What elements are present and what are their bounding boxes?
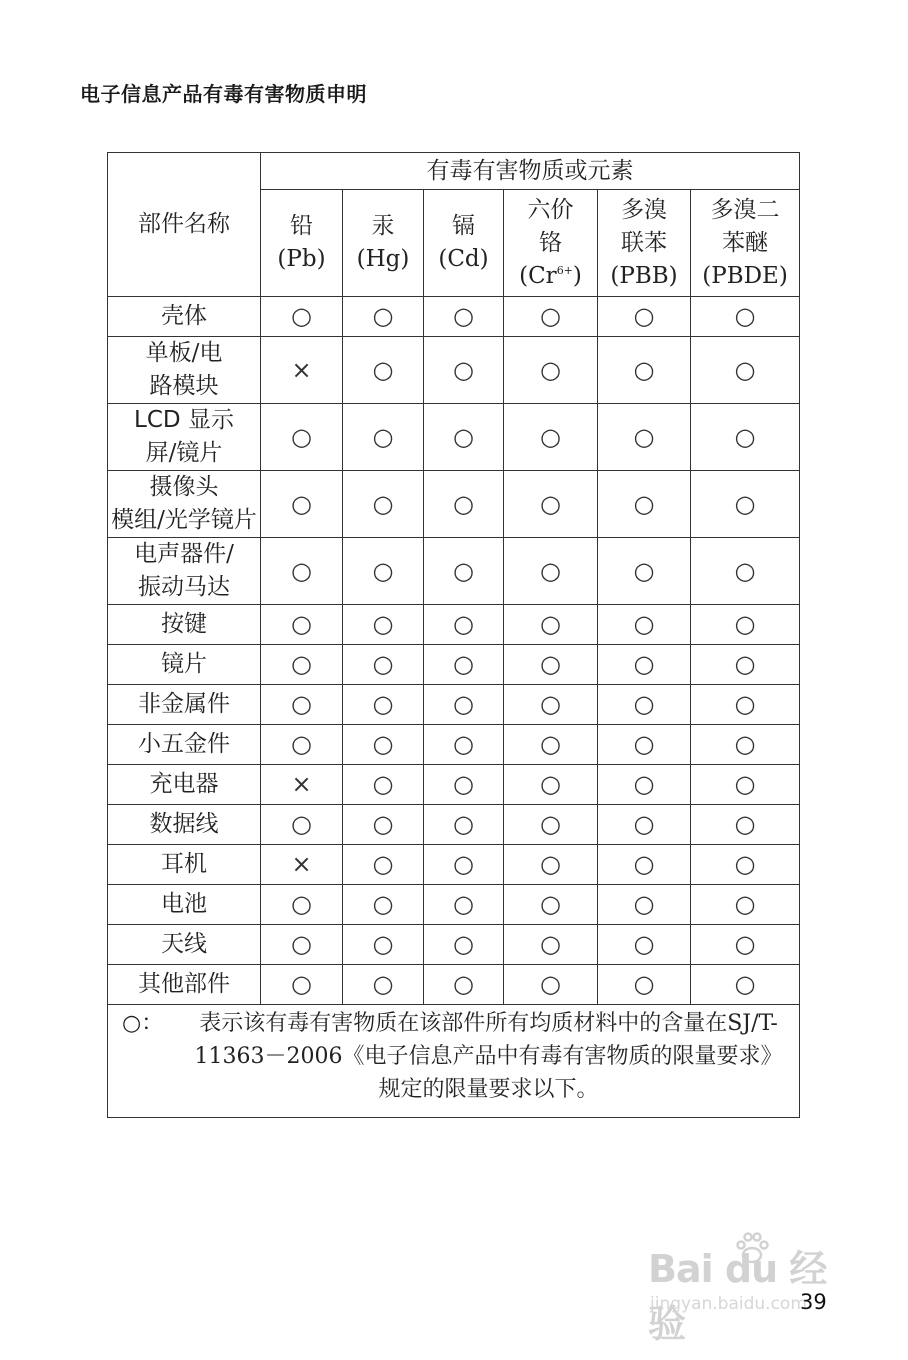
circle-mark: ○ (504, 297, 598, 337)
substance-header-pbde: 多溴二 苯醚 (PBDE) (691, 190, 800, 297)
circle-mark: ○ (343, 404, 424, 471)
circle-mark: ○ (343, 297, 424, 337)
circle-mark: ○ (343, 337, 424, 404)
circle-mark: ○ (261, 404, 343, 471)
circle-mark: ○ (504, 538, 598, 605)
circle-mark: ○ (504, 885, 598, 925)
substance-group-header: 有毒有害物质或元素 (261, 153, 800, 190)
page-number: 39 (800, 1290, 827, 1314)
part-name-cell: LCD 显示 屏/镜片 (108, 404, 261, 471)
circle-mark: ○ (598, 297, 691, 337)
part-name-header: 部件名称 (108, 153, 261, 297)
circle-mark: ○ (261, 605, 343, 645)
part-name-cell: 充电器 (108, 765, 261, 805)
circle-mark: ○ (424, 885, 504, 925)
part-name-cell: 小五金件 (108, 725, 261, 765)
circle-mark: ○ (343, 765, 424, 805)
cross-mark: × (261, 337, 343, 404)
circle-mark: ○ (691, 605, 800, 645)
part-name-cell: 壳体 (108, 297, 261, 337)
circle-mark: ○ (691, 538, 800, 605)
circle-mark: ○ (343, 725, 424, 765)
circle-mark: ○ (504, 337, 598, 404)
circle-mark: ○ (691, 845, 800, 885)
substance-header-hg: 汞 (Hg) (343, 190, 424, 297)
circle-mark: ○ (343, 605, 424, 645)
part-name-cell: 其他部件 (108, 965, 261, 1005)
circle-mark: ○ (504, 471, 598, 538)
part-name-cell: 电声器件/ 振动马达 (108, 538, 261, 605)
circle-mark: ○ (598, 538, 691, 605)
circle-mark: ○ (424, 685, 504, 725)
table-row (108, 538, 800, 605)
circle-mark: ○ (343, 925, 424, 965)
hazardous-substance-table (107, 152, 800, 1118)
circle-mark: ○ (504, 645, 598, 685)
circle-mark: ○ (598, 845, 691, 885)
cross-mark: × (261, 845, 343, 885)
circle-mark: ○ (691, 297, 800, 337)
circle-mark: ○ (261, 471, 343, 538)
circle-mark: ○ (691, 471, 800, 538)
part-name-cell: 摄像头 模组/光学镜片 (108, 471, 261, 538)
circle-mark: ○ (424, 845, 504, 885)
part-name-cell: 单板/电 路模块 (108, 337, 261, 404)
part-name-cell: 耳机 (108, 845, 261, 885)
cross-mark: × (261, 765, 343, 805)
circle-mark: ○ (598, 471, 691, 538)
table-note (108, 1005, 800, 1118)
circle-mark: ○ (261, 805, 343, 845)
circle-mark: ○ (424, 337, 504, 404)
circle-mark: ○ (598, 645, 691, 685)
circle-mark: ○ (424, 725, 504, 765)
circle-mark: ○ (424, 297, 504, 337)
table-row (108, 685, 800, 725)
circle-mark: ○ (424, 605, 504, 645)
circle-mark: ○ (261, 925, 343, 965)
circle-mark: ○ (691, 805, 800, 845)
circle-mark: ○ (343, 538, 424, 605)
part-name-cell: 按键 (108, 605, 261, 645)
circle-mark: ○ (504, 845, 598, 885)
substance-header-pb: 铅 (Pb) (261, 190, 343, 297)
circle-mark: ○ (598, 685, 691, 725)
table-row (108, 805, 800, 845)
part-name-cell: 数据线 (108, 805, 261, 845)
circle-mark: ○ (504, 765, 598, 805)
table-row (108, 925, 800, 965)
circle-mark: ○ (261, 645, 343, 685)
circle-mark: ○ (424, 805, 504, 845)
circle-mark: ○ (691, 965, 800, 1005)
circle-mark: ○ (598, 805, 691, 845)
circle-mark: ○ (504, 605, 598, 645)
circle-mark: ○ (598, 605, 691, 645)
circle-mark: ○ (504, 805, 598, 845)
circle-mark: ○ (691, 337, 800, 404)
circle-mark: ○ (261, 965, 343, 1005)
table-row (108, 471, 800, 538)
circle-mark: ○ (343, 471, 424, 538)
table-row (108, 337, 800, 404)
circle-mark: ○ (424, 538, 504, 605)
circle-mark: ○ (504, 925, 598, 965)
circle-mark: ○ (598, 965, 691, 1005)
circle-mark: ○ (598, 765, 691, 805)
circle-mark: ○ (261, 297, 343, 337)
table-row (108, 765, 800, 805)
circle-mark: ○ (424, 471, 504, 538)
circle-mark: ○ (261, 538, 343, 605)
page-title: 电子信息产品有毒有害物质申明 (80, 82, 367, 106)
table-row (108, 297, 800, 337)
part-name-cell: 天线 (108, 925, 261, 965)
circle-mark: ○ (424, 765, 504, 805)
circle-mark: ○ (598, 925, 691, 965)
circle-mark: ○ (504, 404, 598, 471)
substance-header-cr6: 六价 铬 $(Cr^{6+})$ (504, 190, 598, 297)
circle-mark: ○ (504, 685, 598, 725)
part-name-cell: 非金属件 (108, 685, 261, 725)
circle-mark: ○ (691, 885, 800, 925)
circle-mark: ○ (691, 404, 800, 471)
circle-mark: ○ (343, 685, 424, 725)
table-row (108, 965, 800, 1005)
circle-mark: ○ (343, 965, 424, 1005)
circle-mark: ○ (261, 685, 343, 725)
table-row (108, 404, 800, 471)
circle-mark: ○ (261, 885, 343, 925)
circle-mark: ○ (504, 965, 598, 1005)
circle-mark: ○ (691, 725, 800, 765)
circle-mark: ○ (598, 337, 691, 404)
circle-mark: ○ (424, 965, 504, 1005)
circle-mark: ○ (343, 645, 424, 685)
circle-mark: ○ (691, 765, 800, 805)
circle-mark: ○ (598, 725, 691, 765)
circle-mark: ○ (691, 925, 800, 965)
circle-mark: ○ (424, 645, 504, 685)
substance-header-pbb: 多溴 联苯 (PBB) (598, 190, 691, 297)
table-row (108, 885, 800, 925)
part-name-cell: 电池 (108, 885, 261, 925)
table-row (108, 645, 800, 685)
part-name-cell: 镜片 (108, 645, 261, 685)
circle-mark: ○ (598, 885, 691, 925)
circle-mark: ○ (343, 805, 424, 845)
table-row (108, 605, 800, 645)
circle-mark: ○ (343, 885, 424, 925)
watermark-logo: Bai du 经验 (648, 1247, 827, 1346)
circle-mark: ○ (424, 925, 504, 965)
circle-mark: ○ (424, 404, 504, 471)
table-row (108, 725, 800, 765)
circle-mark: ○ (691, 685, 800, 725)
substance-header-cd: 镉 (Cd) (424, 190, 504, 297)
note-text: 表示该有毒有害物质在该部件所有均质材料中的含量在SJ/T-11363－2006《电子信息产品中有毒有害物质的限量要求》规定的限量要求以下。 (194, 1011, 783, 1102)
circle-mark: ○ (691, 645, 800, 685)
circle-mark: ○ (343, 845, 424, 885)
circle-mark: ○ (504, 725, 598, 765)
circle-mark: ○ (261, 725, 343, 765)
watermark-url: jingyan.baidu.com (650, 1294, 807, 1314)
note-mark: ○： (122, 1011, 164, 1036)
table-row (108, 845, 800, 885)
circle-mark: ○ (598, 404, 691, 471)
